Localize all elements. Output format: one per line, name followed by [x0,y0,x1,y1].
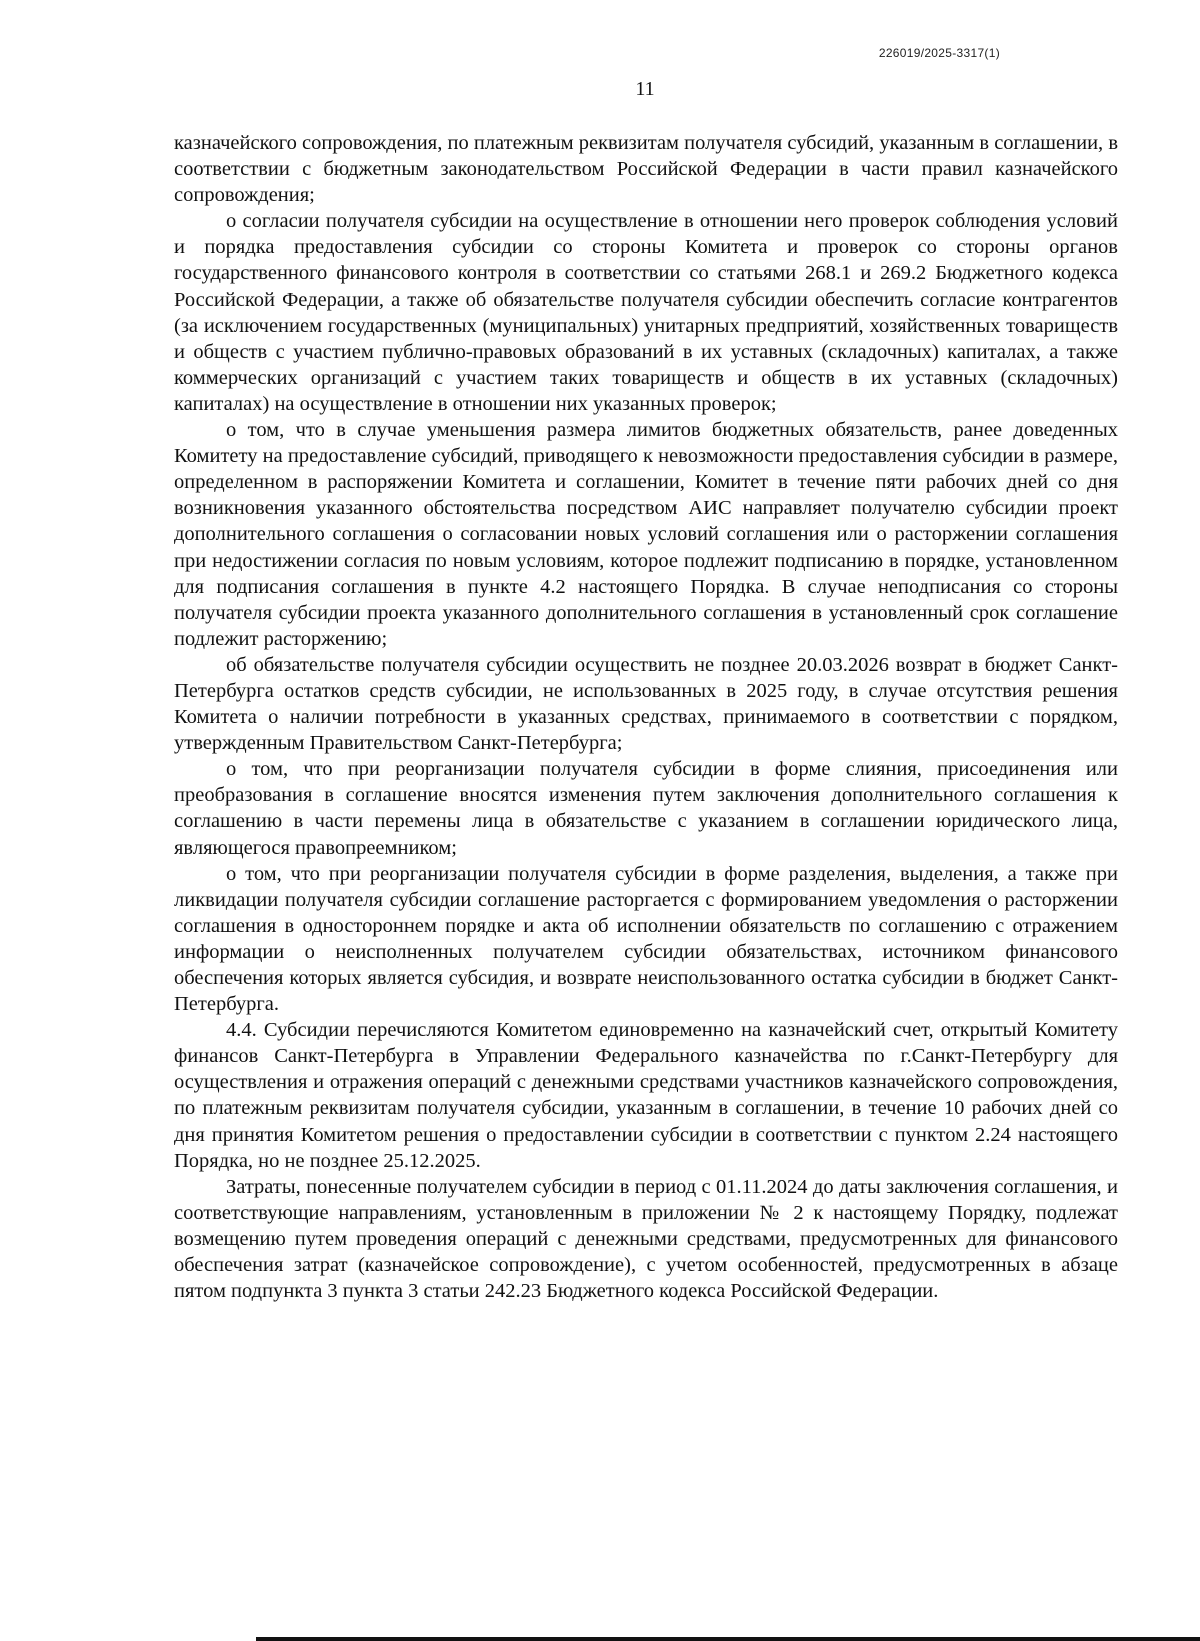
paragraph-consent-to-inspections: о согласии получателя субсидии на осуществление в отношении него проверок соблюдения условий и порядка предоставления субсидии со стороны Комитета и проверок со стороны органов государственного финансового контроля в соответствии со статьями 268.1 и 269.2 Бюджетного кодекса Российской Федерации, а также об обязательстве получателя субсидии обеспечить согласие контрагентов (за исключением государственных (муниципальных) унитарных предприятий, хозяйственных товариществ и обществ с участием публично-правовых образований в их уставных (складочных) капиталах, а также коммерческих организаций с участием таких товариществ и обществ в их уставных (складочных) капиталах) на осуществление в отношении них указанных проверок; [174,210,1118,415]
page-number: 11 [635,78,655,100]
scan-bottom-edge [256,1637,1200,1641]
document-body [174,130,1118,1304]
document-registration-number: 226019/2025-3317(1) [878,46,1000,60]
paragraph-limit-reduction: о том, что в случае уменьшения размера лимитов бюджетных обязательств, ранее доведенных Комитету на предоставление субсидий, приводящего к невозможности предоставления субсидии в размере, определенном в распоряжении Комитета и соглашении, Комитет в течение пяти рабочих дней со дня возникновения указанного обстоятельства посредством АИС направляет получателю субсидии проект дополнительного соглашения о согласовании новых условий соглашения или о расторжении соглашения при недостижении согласия по новым условиям, которое подлежит подписанию в порядке, установленном для подписания соглашения в пункте 4.2 настоящего Порядка. В случае неподписания со стороны получателя субсидии проекта указанного дополнительного соглашения в установленный срок соглашение подлежит расторжению; [174,419,1118,650]
paragraph-expenses-reimbursement: Затраты, понесенные получателем субсидии в период с 01.11.2024 до даты заключения соглашения, и соответствующие направлениям, установленным в приложении № 2 к настоящему Порядку, подлежат возмещению путем проведения операций с денежными средствами, предусмотренных для финансового обеспечения затрат (казначейское сопровождение), с учетом особенностей, предусмотренных в абзаце пятом подпункта 3 пункта 3 статьи 242.23 Бюджетного кодекса Российской Федерации. [174,1175,1118,1303]
paragraph-section-4-4: 4.4. Субсидии перечисляются Комитетом единовременно на казначейский счет, открытый Комитету финансов Санкт-Петербурга в Управлении Федерального казначейства по г.Санкт-Петербургу для осуществления и отражения операций с денежными средствами участников казначейского сопровождения, по платежным реквизитам получателя субсидии, указанным в соглашении, в течение 10 рабочих дней со дня принятия Комитетом решения о предоставлении субсидии в соответствии с пунктом 2.24 настоящего Порядка, но не позднее 25.12.2025. [174,1019,1118,1172]
paragraph-reorganization-division: о том, что при реорганизации получателя субсидии в форме разделения, выделения, а также при ликвидации получателя субсидии соглашение расторгается с формированием уведомления о расторжении соглашения в одностороннем порядке и акта об исполнении обязательств по соглашению с отражением информации о неисполненных получателем субсидии обязательствах, источником финансового обеспечения которых является субсидия, и возврате неиспользованного остатка субсидии в бюджет Санкт-Петербурга. [174,862,1118,1016]
paragraph-continuation: казначейского сопровождения, по платежным реквизитам получателя субсидий, указанным в соглашении, в соответствии с бюджетным законодательством Российской Федерации в части правил казначейского сопровождения; [174,132,1118,207]
paragraph-reorganization-merger: о том, что при реорганизации получателя субсидии в форме слияния, присоединения или преобразования в соглашение вносятся изменения путем заключения дополнительного соглашения к соглашению в части перемены лица в обязательстве с указанием в соглашении юридического лица, являющегося правопреемником; [174,758,1118,859]
paragraph-return-of-remainder: об обязательстве получателя субсидии осуществить не позднее 20.03.2026 возврат в бюджет Санкт-Петербурга остатков средств субсидии, не использованных в 2025 году, в случае отсутствия решения Комитета о наличии потребности в указанных средствах, принимаемого в соответствии с порядком, утвержденным Правительством Санкт-Петербурга; [174,653,1118,755]
